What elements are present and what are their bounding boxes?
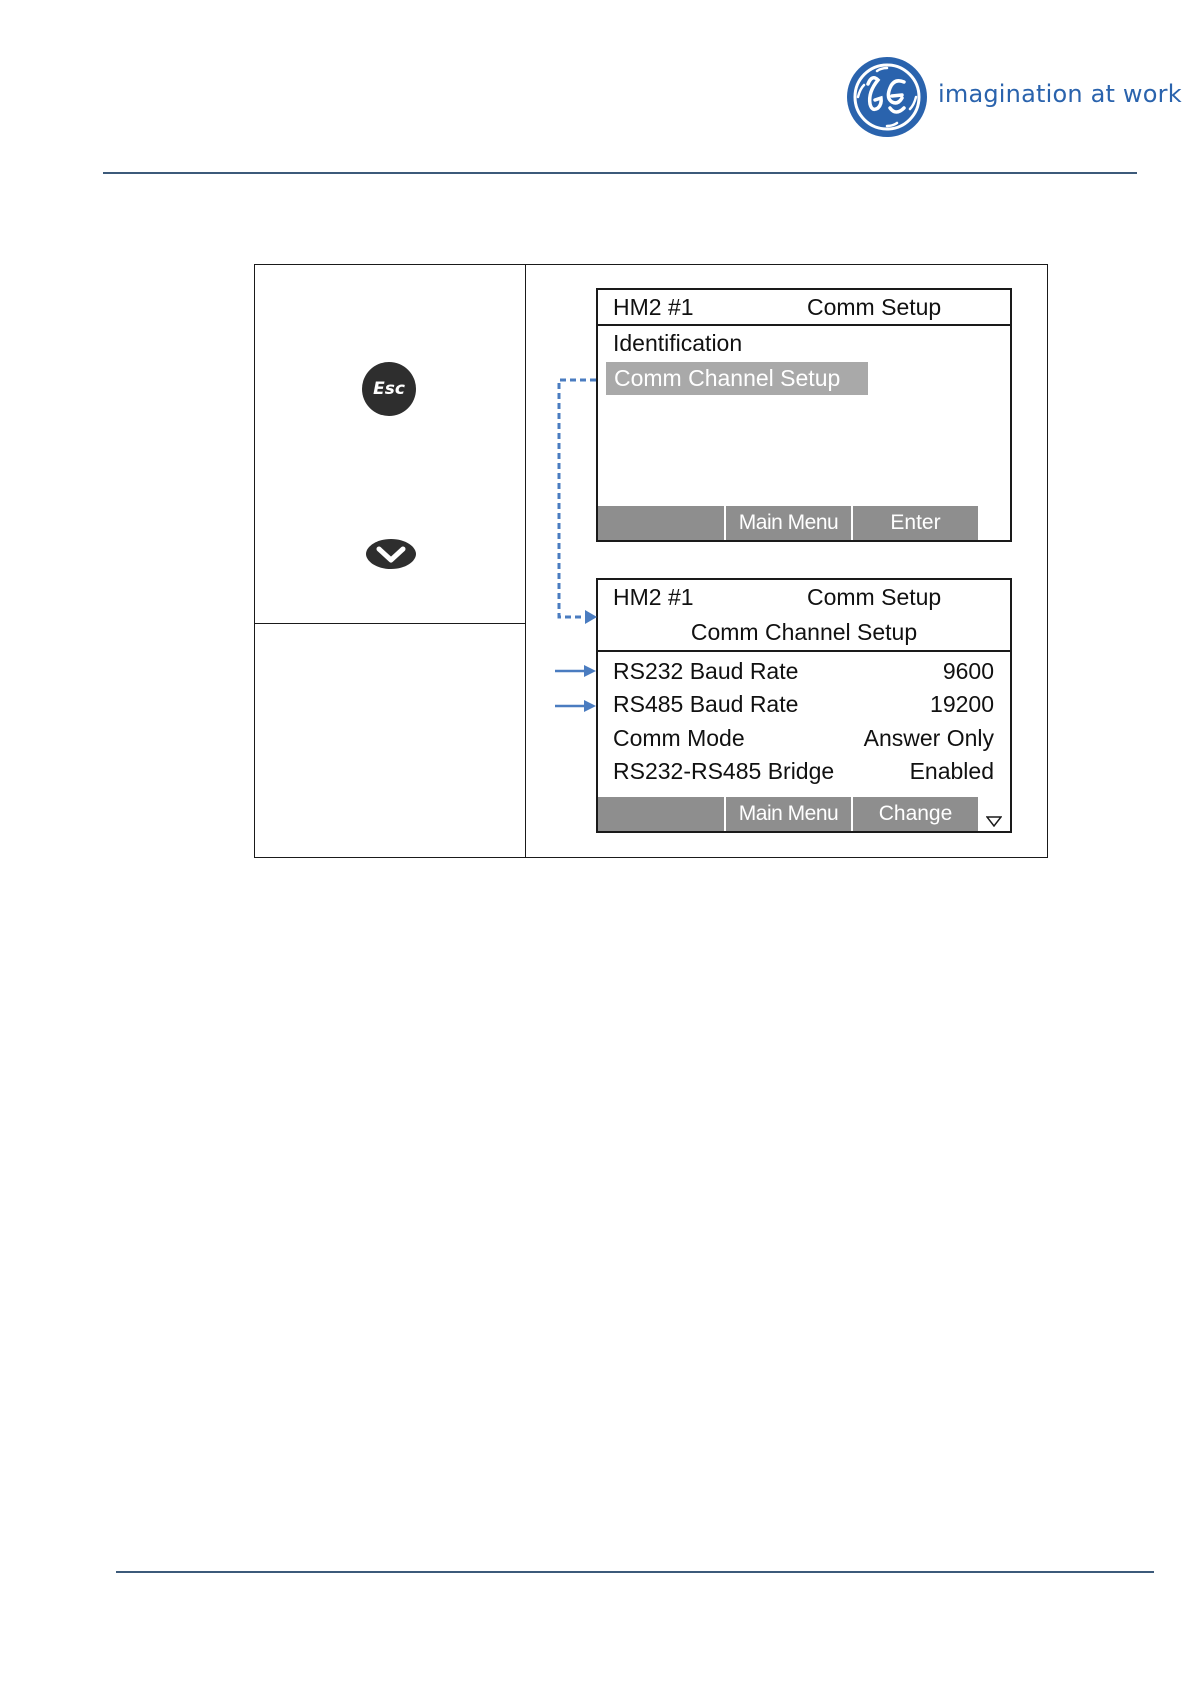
- param-name: RS232 Baud Rate: [613, 658, 799, 684]
- lcd-screen-comm-setup: [596, 288, 1012, 542]
- menu-item-comm-channel-setup[interactable]: [606, 362, 868, 395]
- softkey-bar: [598, 797, 978, 831]
- softkey-1[interactable]: [598, 506, 724, 540]
- tagline: imagination at work: [938, 80, 1182, 108]
- esc-key-icon: [362, 362, 416, 416]
- screen-subtitle: Comm Channel Setup: [690, 619, 918, 645]
- header-divider: [103, 172, 1137, 174]
- menu-item-label: Comm Channel Setup: [614, 365, 841, 391]
- param-name: Comm Mode: [613, 725, 745, 751]
- rs485-arrowhead: [584, 700, 596, 712]
- dashed-connector-arrow: [559, 380, 596, 617]
- screen-title-right: Comm Setup: [807, 294, 942, 320]
- param-name: RS232-RS485 Bridge: [613, 758, 835, 784]
- param-value: Enabled: [909, 758, 994, 784]
- param-row-bridge[interactable]: [598, 754, 1010, 790]
- param-value: 9600: [942, 658, 994, 684]
- screen-title-left: HM2 #1: [613, 294, 694, 320]
- menu-item-identification[interactable]: Identification: [613, 330, 743, 356]
- softkey-main-menu[interactable]: Main Menu: [726, 797, 851, 831]
- lcd-screen-comm-channel-setup: [596, 578, 1012, 833]
- row-divider: [255, 623, 525, 624]
- screen-header: [598, 290, 1010, 326]
- footer-divider: [116, 1571, 1154, 1573]
- scroll-down-triangle-icon: [986, 815, 1002, 827]
- screen-header: [598, 580, 1010, 652]
- screen-title-right: Comm Setup: [807, 584, 942, 610]
- param-row-comm-mode[interactable]: [598, 721, 1010, 757]
- ge-logo-icon: [846, 56, 928, 138]
- esc-key-label: Esc: [373, 379, 405, 399]
- param-row-rs232-baud[interactable]: [598, 654, 1010, 690]
- param-name: RS485 Baud Rate: [613, 691, 799, 717]
- down-arrow-key-icon: [364, 537, 418, 571]
- column-divider: [525, 265, 526, 857]
- param-row-rs485-baud[interactable]: [598, 687, 1010, 723]
- param-value: Answer Only: [863, 725, 994, 751]
- procedure-table: [254, 264, 1048, 858]
- softkey-change[interactable]: Change: [853, 797, 978, 831]
- param-value: 19200: [930, 691, 994, 717]
- softkey-bar: [598, 506, 978, 540]
- softkey-1[interactable]: [598, 797, 724, 831]
- rs232-arrowhead: [584, 665, 596, 677]
- softkey-enter[interactable]: Enter: [853, 506, 978, 540]
- screen-title-left: HM2 #1: [613, 584, 694, 610]
- softkey-main-menu[interactable]: Main Menu: [726, 506, 851, 540]
